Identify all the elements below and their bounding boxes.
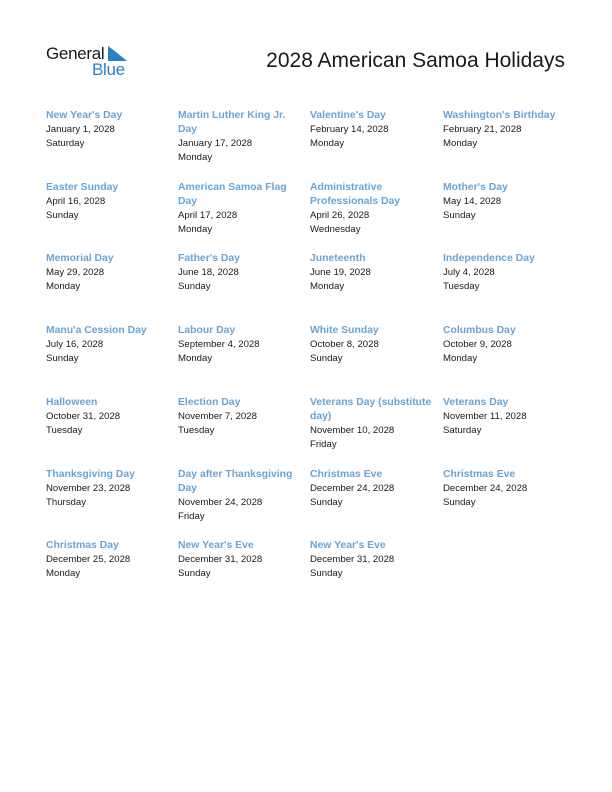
holiday-date: July 4, 2028 bbox=[443, 267, 495, 278]
logo-text-blue: Blue bbox=[92, 60, 125, 79]
holiday-name: Martin Luther King Jr. Day bbox=[178, 110, 286, 135]
holiday-date: November 10, 2028 bbox=[310, 425, 395, 436]
holiday-item bbox=[178, 324, 303, 366]
holiday-day: Sunday bbox=[46, 210, 79, 221]
holiday-item bbox=[310, 109, 435, 151]
holiday-item bbox=[443, 109, 568, 151]
holiday-day: Monday bbox=[310, 281, 345, 292]
holiday-day: Monday bbox=[443, 353, 478, 364]
holiday-day: Monday bbox=[46, 568, 81, 579]
holiday-date: December 25, 2028 bbox=[46, 554, 131, 565]
holiday-date: October 8, 2028 bbox=[310, 339, 379, 350]
logo-text-general: General bbox=[46, 44, 105, 63]
holiday-name: Manu'a Cession Day bbox=[46, 325, 147, 336]
holiday-item bbox=[310, 252, 435, 294]
holiday-day: Monday bbox=[178, 152, 213, 163]
holiday-day: Sunday bbox=[178, 568, 211, 579]
holiday-day: Monday bbox=[178, 353, 213, 364]
holiday-item bbox=[178, 468, 303, 524]
holiday-day: Saturday bbox=[443, 425, 482, 436]
holiday-day: Monday bbox=[443, 138, 478, 149]
holiday-name: Veterans Day (substitute day) bbox=[310, 397, 432, 422]
holiday-date: November 24, 2028 bbox=[178, 497, 263, 508]
holiday-item bbox=[178, 539, 303, 581]
holiday-name: Labour Day bbox=[178, 325, 236, 336]
holiday-day: Sunday bbox=[178, 281, 211, 292]
holiday-name: Christmas Eve bbox=[310, 469, 383, 480]
holiday-name: American Samoa Flag Day bbox=[178, 182, 287, 207]
holiday-name: Columbus Day bbox=[443, 325, 516, 336]
holiday-day: Friday bbox=[310, 439, 337, 450]
holiday-day: Wednesday bbox=[310, 224, 361, 235]
holiday-day: Tuesday bbox=[46, 425, 83, 436]
holiday-day: Saturday bbox=[46, 138, 85, 149]
holiday-item bbox=[46, 396, 171, 438]
holiday-item bbox=[310, 396, 435, 452]
holiday-date: July 16, 2028 bbox=[46, 339, 104, 350]
holiday-name: Washington's Birthday bbox=[443, 110, 556, 121]
holiday-date: October 9, 2028 bbox=[443, 339, 512, 350]
holiday-day: Monday bbox=[46, 281, 81, 292]
holiday-date: December 24, 2028 bbox=[443, 483, 528, 494]
holiday-date: September 4, 2028 bbox=[178, 339, 260, 350]
holiday-name: New Year's Day bbox=[46, 110, 123, 121]
holiday-name: Father's Day bbox=[178, 253, 240, 264]
holiday-name: Administrative Professionals Day bbox=[310, 182, 401, 207]
holiday-day: Thursday bbox=[46, 497, 86, 508]
holiday-item bbox=[310, 468, 435, 510]
holiday-item bbox=[178, 252, 303, 294]
holiday-name: Valentine's Day bbox=[310, 110, 386, 121]
holiday-item bbox=[443, 468, 568, 510]
holiday-name: Christmas Eve bbox=[443, 469, 516, 480]
holiday-item bbox=[310, 324, 435, 366]
holiday-item bbox=[46, 181, 171, 223]
holiday-date: January 1, 2028 bbox=[46, 124, 115, 135]
holiday-item bbox=[443, 324, 568, 366]
holiday-date: May 29, 2028 bbox=[46, 267, 105, 278]
holiday-date: April 26, 2028 bbox=[310, 210, 370, 221]
holiday-day: Sunday bbox=[46, 353, 79, 364]
holiday-item bbox=[443, 181, 568, 223]
holiday-date: December 31, 2028 bbox=[178, 554, 263, 565]
holiday-name: Veterans Day bbox=[443, 397, 509, 408]
holiday-item bbox=[443, 396, 568, 438]
holiday-date: April 17, 2028 bbox=[178, 210, 238, 221]
holiday-item bbox=[310, 181, 435, 237]
holiday-item bbox=[310, 539, 435, 581]
holiday-date: November 7, 2028 bbox=[178, 411, 257, 422]
holiday-item bbox=[46, 109, 171, 151]
holiday-item bbox=[178, 109, 303, 165]
holiday-day: Monday bbox=[178, 224, 213, 235]
holiday-name: Juneteenth bbox=[310, 253, 366, 264]
holiday-day: Sunday bbox=[310, 568, 343, 579]
holiday-date: November 23, 2028 bbox=[46, 483, 131, 494]
holiday-name: New Year's Eve bbox=[178, 540, 254, 551]
holiday-name: Independence Day bbox=[443, 253, 535, 264]
holiday-item bbox=[178, 396, 303, 438]
holiday-day: Sunday bbox=[310, 353, 343, 364]
holiday-day: Sunday bbox=[443, 497, 476, 508]
holiday-day: Sunday bbox=[310, 497, 343, 508]
holiday-name: Thanksgiving Day bbox=[46, 469, 135, 480]
holiday-item bbox=[46, 252, 171, 294]
holiday-name: Mother's Day bbox=[443, 182, 508, 193]
holiday-day: Monday bbox=[310, 138, 345, 149]
holiday-name: Easter Sunday bbox=[46, 182, 119, 193]
holiday-date: April 16, 2028 bbox=[46, 196, 106, 207]
holiday-day: Tuesday bbox=[178, 425, 215, 436]
holiday-date: December 31, 2028 bbox=[310, 554, 395, 565]
holiday-name: Election Day bbox=[178, 397, 241, 408]
holiday-date: June 19, 2028 bbox=[310, 267, 371, 278]
holiday-name: White Sunday bbox=[310, 325, 379, 336]
holiday-date: October 31, 2028 bbox=[46, 411, 121, 422]
holiday-day: Sunday bbox=[443, 210, 476, 221]
page-title: 2028 American Samoa Holidays bbox=[266, 49, 565, 72]
holiday-day: Tuesday bbox=[443, 281, 480, 292]
holiday-date: January 17, 2028 bbox=[178, 138, 253, 149]
holiday-name: New Year's Eve bbox=[310, 540, 386, 551]
holiday-item bbox=[46, 468, 171, 510]
holiday-date: May 14, 2028 bbox=[443, 196, 502, 207]
holiday-item bbox=[443, 252, 568, 294]
holiday-name: Halloween bbox=[46, 397, 98, 408]
holiday-item bbox=[46, 324, 171, 366]
holiday-day: Friday bbox=[178, 511, 205, 522]
holiday-date: February 14, 2028 bbox=[310, 124, 389, 135]
holiday-date: February 21, 2028 bbox=[443, 124, 522, 135]
logo bbox=[46, 44, 136, 80]
holiday-item bbox=[178, 181, 303, 237]
holiday-name: Christmas Day bbox=[46, 540, 119, 551]
holiday-date: December 24, 2028 bbox=[310, 483, 395, 494]
holiday-name: Day after Thanksgiving Day bbox=[178, 469, 293, 494]
holiday-date: November 11, 2028 bbox=[443, 411, 527, 422]
holiday-item bbox=[46, 539, 171, 581]
holiday-name: Memorial Day bbox=[46, 253, 114, 264]
holiday-date: June 18, 2028 bbox=[178, 267, 239, 278]
